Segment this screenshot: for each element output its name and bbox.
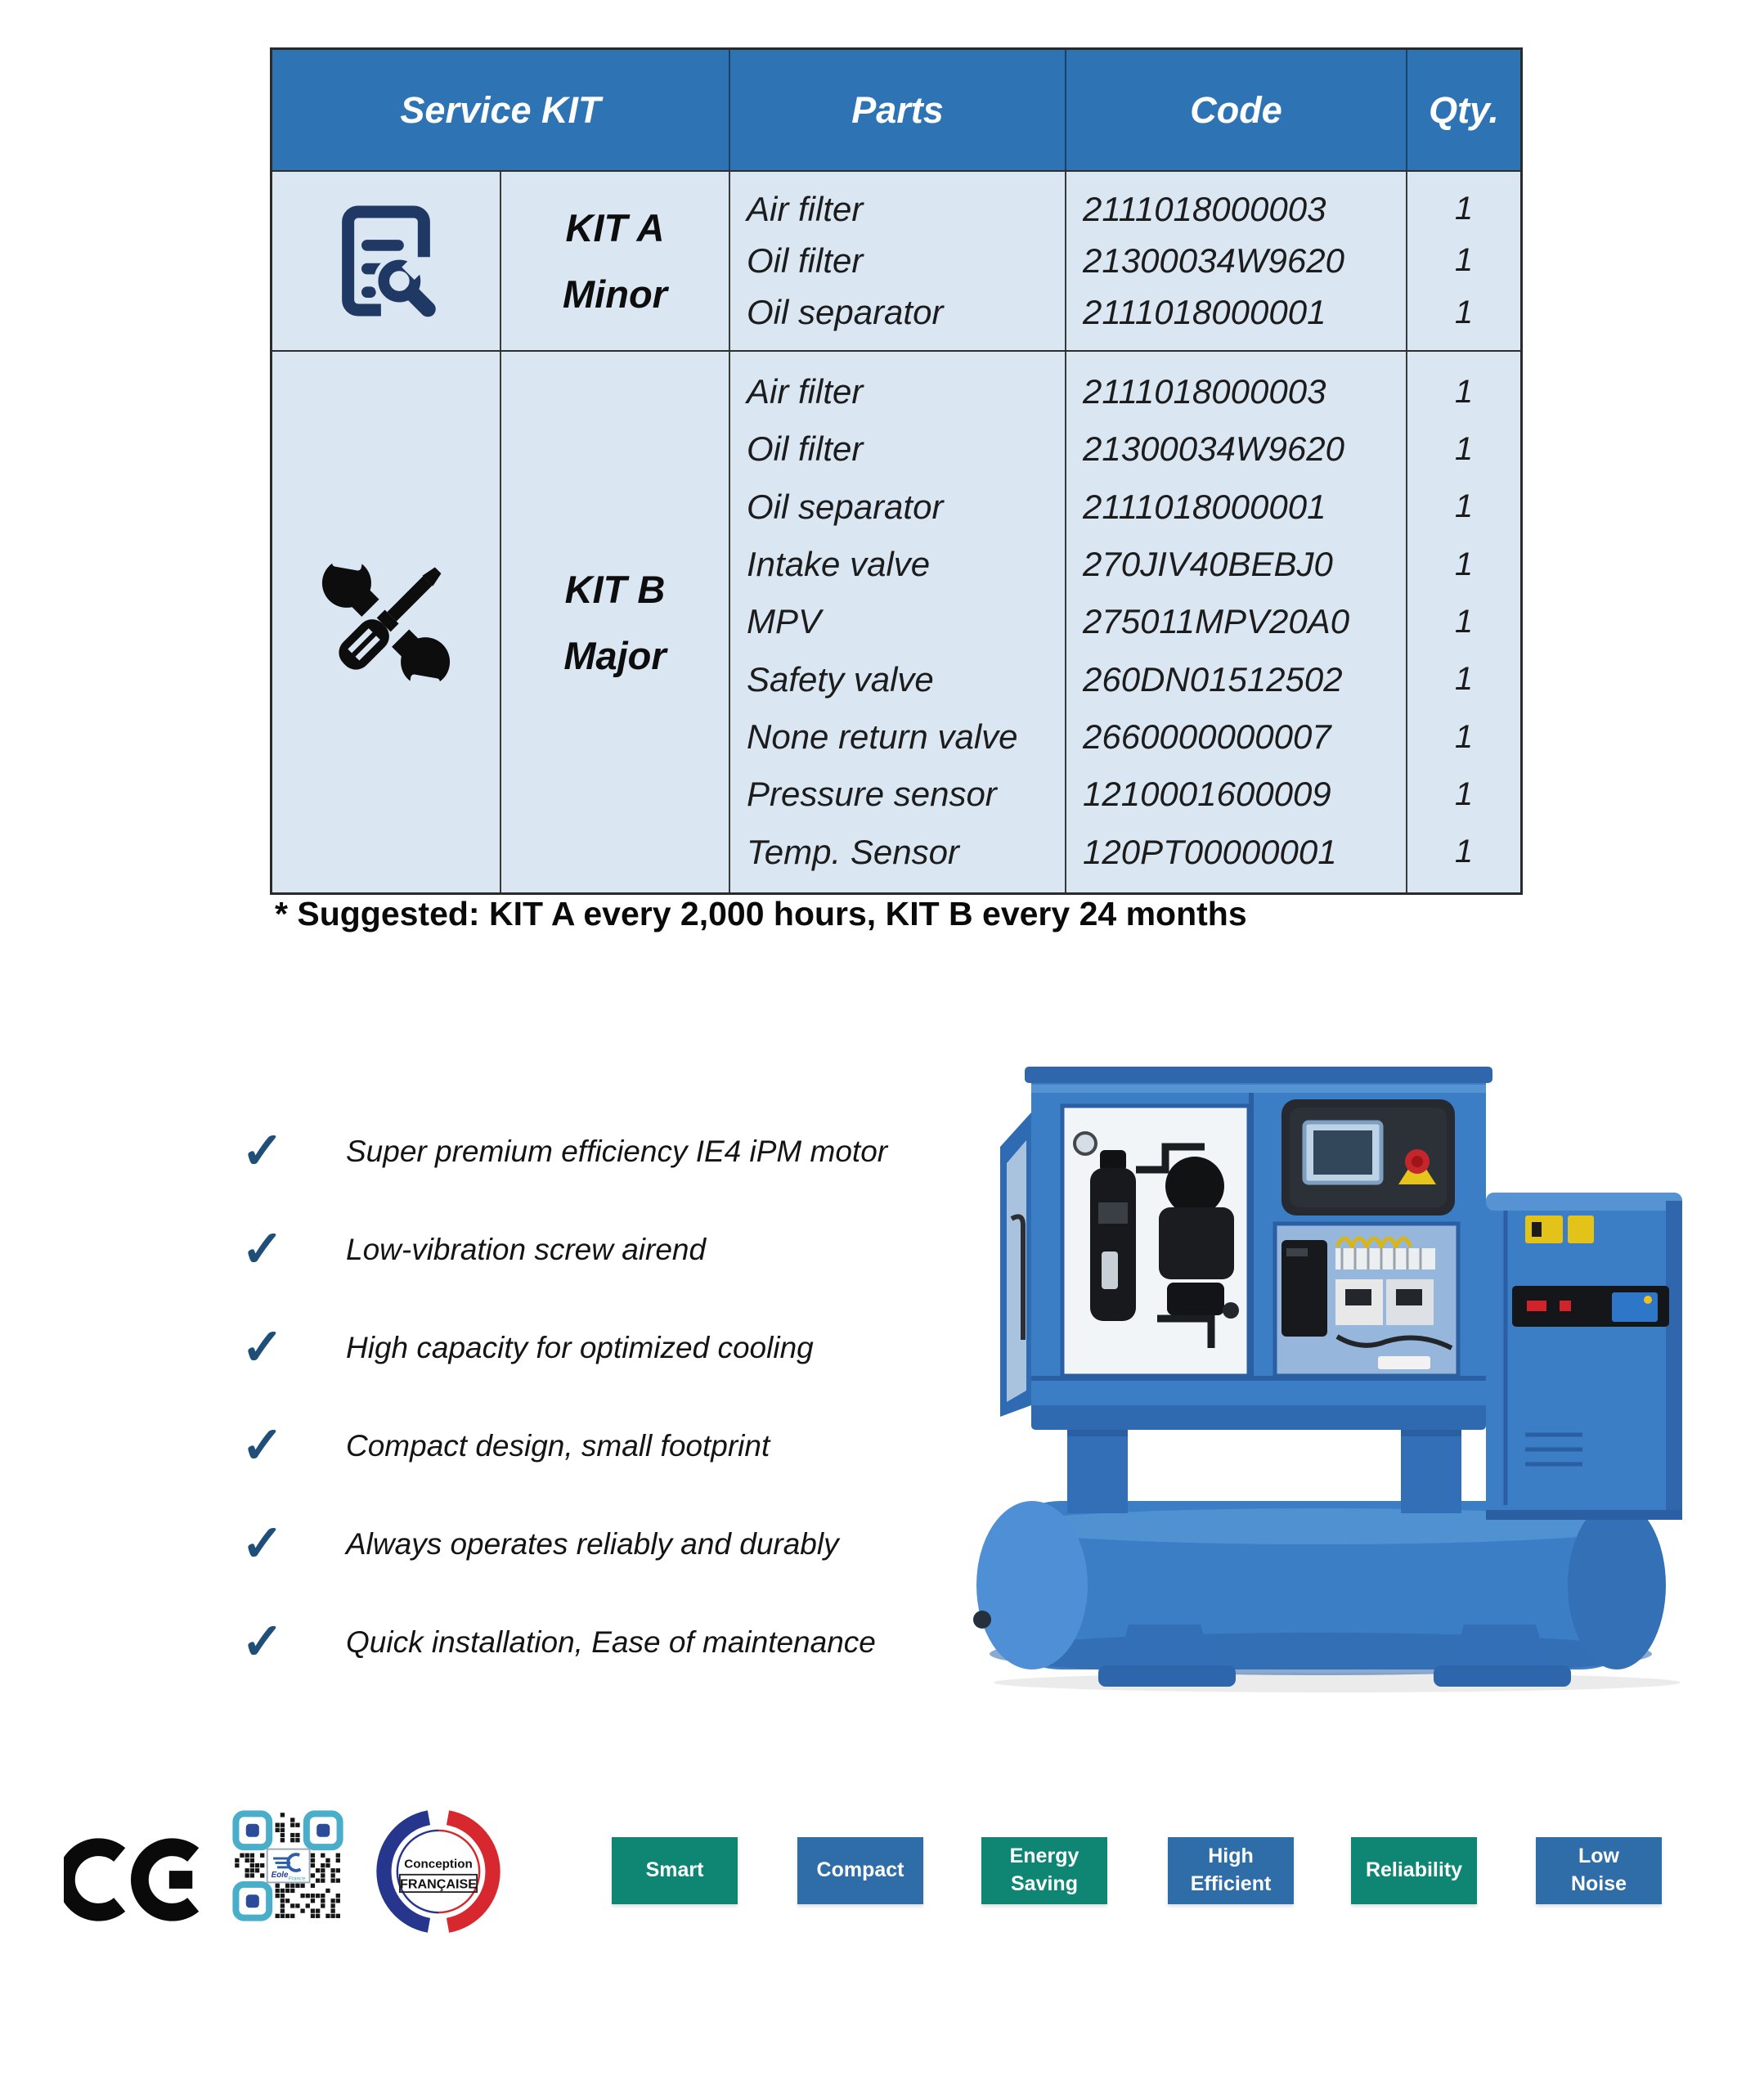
feature-tag-energy-saving [981,1837,1107,1904]
list-item [241,1397,887,1495]
kit-b-name [501,352,730,892]
check-icon: ✓ [241,1418,284,1474]
part-code: 2111018000001 [1083,487,1326,526]
header-qty: Qty. [1429,88,1499,131]
qr-logo-subtext: France [288,1876,306,1882]
kit-a-codes [1066,172,1407,350]
part-code: 2111018000003 [1083,189,1326,228]
feature-text: Super premium efficiency IE4 iPM motor [346,1135,888,1168]
list-item [241,1201,887,1299]
kit-name-line2: Major [563,633,667,677]
list-item [241,1495,887,1593]
part-qty: 1 [1454,603,1474,640]
part-qty: 1 [1454,546,1474,582]
feature-text: High capacity for optimized cooling [346,1331,814,1364]
part-code: 260DN01512502 [1083,659,1343,699]
table-row-kit-b [272,350,1520,892]
tag-label: Noise [1570,1872,1627,1895]
kit-b-parts [730,352,1066,892]
kit-a-parts [730,172,1066,350]
part-name: Air filter [747,372,864,411]
suggestion-note: * Suggested: KIT A every 2,000 hours, KIT B every 24 months [275,895,1247,932]
tag-label: Saving [1011,1872,1078,1895]
table-header-row [272,50,1520,170]
part-qty: 1 [1454,834,1474,870]
tag-label: Low [1578,1845,1619,1868]
header-code: Code [1066,50,1407,170]
qr-center-logo [267,1849,310,1883]
check-icon: ✓ [241,1516,284,1572]
part-qty: 1 [1454,488,1474,525]
part-code: 2660000000007 [1083,717,1331,757]
part-code: 275011MPV20A0 [1083,602,1350,641]
table-row-kit-a [272,170,1520,350]
check-icon: ✓ [241,1319,284,1376]
tag-label: Compact [816,1858,904,1882]
feature-text: Quick installation, Ease of maintenance [346,1625,876,1659]
part-code: 2111018000001 [1083,293,1326,332]
part-qty: 1 [1454,718,1474,755]
part-name: Oil separator [747,487,944,526]
qr-code [230,1808,346,1924]
part-name: Safety valve [747,659,934,699]
feature-text: Always operates reliably and durably [346,1527,839,1561]
part-qty: 1 [1454,242,1474,279]
badge-text-line1: Conception [404,1857,473,1872]
badge-text-line2: FRANÇAISE [400,1876,477,1892]
kit-name-line1: KIT A [565,206,665,249]
tag-label: Efficient [1190,1872,1272,1895]
feature-tag-compact [797,1837,923,1904]
header-parts: Parts [730,50,1066,170]
part-code: 21300034W9620 [1083,240,1344,280]
part-qty: 1 [1454,373,1474,410]
part-name: None return valve [747,717,1018,757]
feature-tag-low-noise [1536,1837,1662,1904]
kit-b-icon-cell [272,352,501,892]
part-name: Pressure sensor [747,775,997,814]
ce-mark-logo [64,1831,211,1929]
part-name: Temp. Sensor [747,832,959,871]
feature-tag-smart [612,1837,738,1904]
list-item [241,1593,887,1692]
part-name: Oil filter [747,429,864,469]
check-icon: ✓ [241,1221,284,1278]
part-qty: 1 [1454,430,1474,467]
part-code: 21300034W9620 [1083,429,1344,469]
compressor-product-image [953,1047,1730,1693]
part-name: Intake valve [747,545,931,584]
part-code: 1210001600009 [1083,775,1331,814]
tag-label: High [1208,1845,1254,1868]
kit-a-icon-cell [272,172,501,350]
feature-tag-reliability [1351,1837,1477,1904]
kit-name-line1: KIT B [564,567,666,611]
check-icon: ✓ [241,1614,284,1670]
qr-logo-text: Eole [271,1871,289,1881]
part-name: Oil separator [747,293,944,332]
feature-text: Compact design, small footprint [346,1429,770,1463]
feature-text: Low-vibration screw airend [346,1233,707,1266]
wrench-screwdriver-icon [304,541,468,704]
part-name: MPV [747,602,822,641]
header-service-kit: Service KIT [272,50,730,170]
list-item [241,1299,887,1397]
kit-b-codes [1066,352,1407,892]
kit-b-qtys [1407,352,1520,892]
feature-tag-high-efficient [1168,1837,1294,1904]
document-wrench-icon [325,200,447,322]
part-code: 2111018000003 [1083,372,1326,411]
kit-a-qtys [1407,172,1520,350]
feature-list [241,1103,887,1692]
kit-name-line2: Minor [563,272,667,316]
part-qty: 1 [1454,661,1474,698]
conception-francaise-badge [376,1809,500,1934]
check-icon: ✓ [241,1123,284,1180]
service-kit-table [270,47,1523,895]
part-code: 120PT00000001 [1083,832,1337,871]
part-qty: 1 [1454,294,1474,330]
part-qty: 1 [1454,775,1474,812]
part-qty: 1 [1454,191,1474,227]
kit-a-name [501,172,730,350]
part-name: Air filter [747,189,864,228]
tag-label: Reliability [1365,1858,1463,1882]
tag-label: Smart [645,1858,704,1882]
part-name: Oil filter [747,240,864,280]
part-code: 270JIV40BEBJ0 [1083,545,1333,584]
tag-label: Energy [1009,1845,1079,1868]
list-item [241,1103,887,1201]
